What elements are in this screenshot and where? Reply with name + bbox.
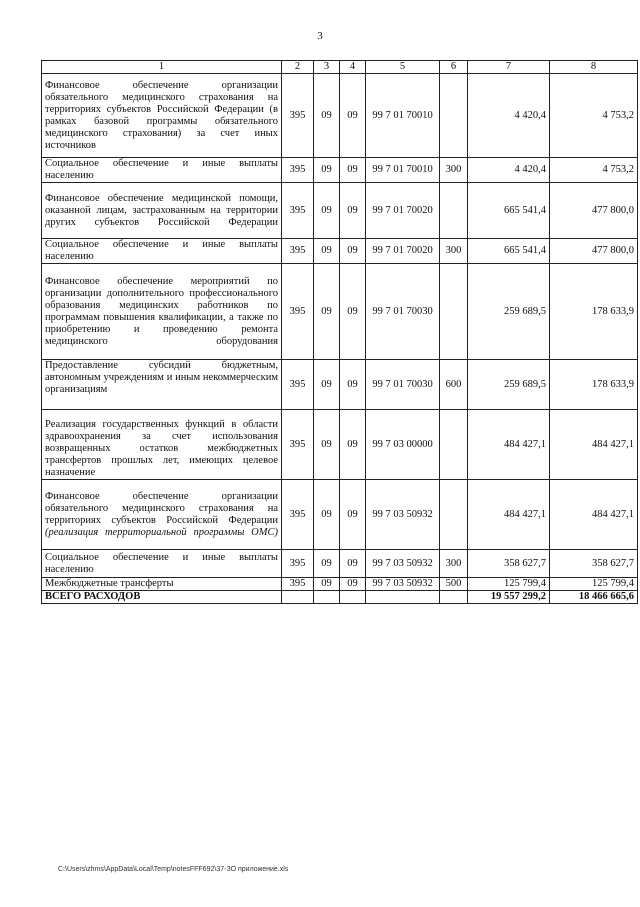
row-c4: 09 <box>340 239 366 264</box>
row-c4: 09 <box>340 480 366 550</box>
table-row <box>42 74 638 158</box>
row-c6: 300 <box>440 550 468 578</box>
total-c8: 18 466 665,6 <box>550 591 638 604</box>
row-c2: 395 <box>282 239 314 264</box>
row-c7: 259 689,5 <box>468 264 550 360</box>
row-c4: 09 <box>340 158 366 183</box>
row-name: Межбюджетные трансферты <box>42 578 282 591</box>
table-row <box>42 239 638 264</box>
row-c2: 395 <box>282 480 314 550</box>
column-header: 1 <box>42 61 282 74</box>
row-c3: 09 <box>314 550 340 578</box>
row-c2: 395 <box>282 183 314 239</box>
table-row <box>42 480 638 550</box>
page-number: 3 <box>317 30 323 42</box>
row-c7: 484 427,1 <box>468 410 550 480</box>
column-header: 6 <box>440 61 468 74</box>
budget-table <box>41 60 638 604</box>
total-empty <box>282 591 314 604</box>
row-name: Финансовое обеспечение медицинской помощи, оказанной лицам, застрахованным на территории других субъектов Российской Федерации <box>42 183 282 239</box>
row-c7: 665 541,4 <box>468 239 550 264</box>
row-c5: 99 7 01 70030 <box>366 264 440 360</box>
row-c3: 09 <box>314 158 340 183</box>
row-c7: 125 799,4 <box>468 578 550 591</box>
row-c4: 09 <box>340 264 366 360</box>
row-name: Социальное обеспечение и иные выплаты населению <box>42 158 282 183</box>
table-row <box>42 410 638 480</box>
total-row <box>42 591 638 604</box>
row-c4: 09 <box>340 410 366 480</box>
row-c6 <box>440 183 468 239</box>
row-c4: 09 <box>340 578 366 591</box>
table-row <box>42 183 638 239</box>
row-name: Реализация государственных функций в области здравоохранения за счет использования возвращенных остатков межбюджетных трансфертов прошлых лет, имеющих целевое назначение <box>42 410 282 480</box>
total-empty <box>366 591 440 604</box>
table-row <box>42 158 638 183</box>
row-c7: 4 420,4 <box>468 158 550 183</box>
row-c2: 395 <box>282 74 314 158</box>
row-c3: 09 <box>314 410 340 480</box>
row-c2: 395 <box>282 264 314 360</box>
row-c5: 99 7 03 50932 <box>366 550 440 578</box>
row-name: Предоставление субсидий бюджетным, автономным учреждениям и иным некоммерческим организациям <box>42 360 282 410</box>
total-empty <box>314 591 340 604</box>
row-c5: 99 7 01 70030 <box>366 360 440 410</box>
row-name-italic: (реализация территориальной программы ОМС) <box>45 526 278 538</box>
row-c8: 178 633,9 <box>550 360 638 410</box>
row-c5: 99 7 01 70020 <box>366 239 440 264</box>
row-c5: 99 7 03 00000 <box>366 410 440 480</box>
row-c3: 09 <box>314 480 340 550</box>
row-c3: 09 <box>314 74 340 158</box>
row-c6 <box>440 264 468 360</box>
row-c8: 484 427,1 <box>550 410 638 480</box>
column-header: 8 <box>550 61 638 74</box>
column-header: 7 <box>468 61 550 74</box>
row-name: Социальное обеспечение и иные выплаты населению <box>42 239 282 264</box>
row-name: Социальное обеспечение и иные выплаты населению <box>42 550 282 578</box>
table-row <box>42 578 638 591</box>
row-c3: 09 <box>314 264 340 360</box>
column-header: 5 <box>366 61 440 74</box>
table-row <box>42 264 638 360</box>
row-c7: 259 689,5 <box>468 360 550 410</box>
row-c6: 600 <box>440 360 468 410</box>
row-c8: 4 753,2 <box>550 74 638 158</box>
row-c3: 09 <box>314 239 340 264</box>
column-header: 3 <box>314 61 340 74</box>
column-header: 4 <box>340 61 366 74</box>
table-row <box>42 360 638 410</box>
row-c6 <box>440 74 468 158</box>
row-c4: 09 <box>340 74 366 158</box>
row-c3: 09 <box>314 578 340 591</box>
file-path-footer: C:\Users\zhms\AppData\Local\Temp\notesFFF692\37-ЗО приложение.xls <box>58 866 289 873</box>
row-c8: 484 427,1 <box>550 480 638 550</box>
row-c5: 99 7 03 50932 <box>366 578 440 591</box>
row-c8: 477 800,0 <box>550 183 638 239</box>
row-c8: 178 633,9 <box>550 264 638 360</box>
row-c7: 358 627,7 <box>468 550 550 578</box>
row-c2: 395 <box>282 578 314 591</box>
total-c7: 19 557 299,2 <box>468 591 550 604</box>
row-c8: 4 753,2 <box>550 158 638 183</box>
row-c8: 477 800,0 <box>550 239 638 264</box>
row-name: Финансовое обеспечение организации обязательного медицинского страхования на территориях субъектов Российской Федерации (в рамках базовой программы обязательного медицинского страхования) за счет иных источников <box>42 74 282 158</box>
row-name: Финансовое обеспечение мероприятий по организации дополнительного профессионального образования медицинских работников по программам повышения квалификации, а также по приобретению и проведению ремонта медицинского оборудования <box>42 264 282 360</box>
row-c6: 300 <box>440 158 468 183</box>
total-empty <box>340 591 366 604</box>
row-c2: 395 <box>282 360 314 410</box>
row-c2: 395 <box>282 410 314 480</box>
row-c4: 09 <box>340 360 366 410</box>
row-c8: 125 799,4 <box>550 578 638 591</box>
row-c3: 09 <box>314 183 340 239</box>
total-label: ВСЕГО РАСХОДОВ <box>42 591 282 604</box>
row-c4: 09 <box>340 183 366 239</box>
row-name-text: Финансовое обеспечение организации обязательного медицинского страхования на территориях субъектов Российской Федерации <box>45 490 278 526</box>
row-name <box>42 480 282 550</box>
row-c2: 395 <box>282 158 314 183</box>
row-c5: 99 7 01 70010 <box>366 158 440 183</box>
total-empty <box>440 591 468 604</box>
row-c5: 99 7 01 70020 <box>366 183 440 239</box>
row-c6 <box>440 410 468 480</box>
table-row <box>42 550 638 578</box>
column-header: 2 <box>282 61 314 74</box>
row-c3: 09 <box>314 360 340 410</box>
row-c8: 358 627,7 <box>550 550 638 578</box>
row-c7: 665 541,4 <box>468 183 550 239</box>
row-c6 <box>440 480 468 550</box>
row-c6: 300 <box>440 239 468 264</box>
row-c7: 4 420,4 <box>468 74 550 158</box>
row-c2: 395 <box>282 550 314 578</box>
row-c4: 09 <box>340 550 366 578</box>
row-c5: 99 7 01 70010 <box>366 74 440 158</box>
header-row <box>42 61 638 74</box>
row-c7: 484 427,1 <box>468 480 550 550</box>
row-c5: 99 7 03 50932 <box>366 480 440 550</box>
row-c6: 500 <box>440 578 468 591</box>
